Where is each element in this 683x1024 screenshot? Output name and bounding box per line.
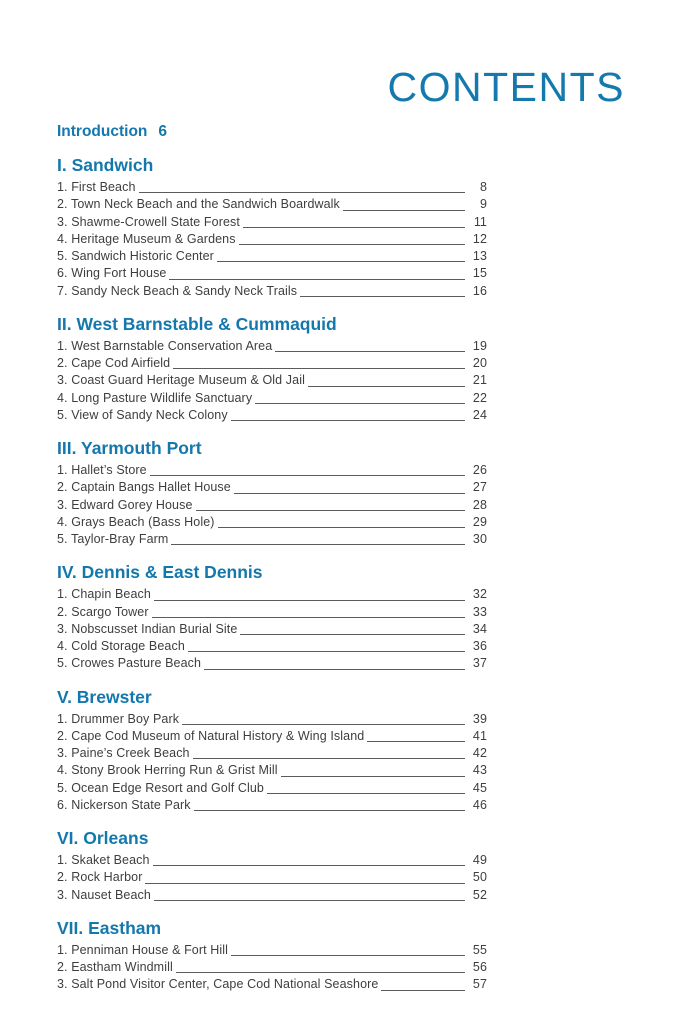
entry-page-number: 22 bbox=[472, 390, 487, 405]
entry-page-number: 19 bbox=[472, 338, 487, 353]
toc-entry bbox=[57, 942, 487, 959]
entry-page-number: 21 bbox=[472, 373, 487, 388]
toc-section bbox=[57, 828, 487, 904]
toc-content bbox=[57, 122, 487, 994]
toc-entry bbox=[57, 179, 487, 196]
entry-label: 3. Edward Gorey House bbox=[57, 497, 193, 512]
leader-line bbox=[243, 227, 465, 228]
entry-page-number: 32 bbox=[472, 587, 487, 602]
entry-label: 3. Shawme-Crowell State Forest bbox=[57, 214, 240, 229]
leader-line bbox=[267, 793, 465, 794]
section-heading: IV. Dennis & East Dennis bbox=[57, 562, 263, 583]
toc-entry bbox=[57, 745, 487, 762]
entry-label: 3. Salt Pond Visitor Center, Cape Cod National Seashore bbox=[57, 977, 379, 992]
entry-page-number: 24 bbox=[472, 407, 487, 422]
toc-section bbox=[57, 687, 487, 815]
section-heading: VII. Eastham bbox=[57, 917, 162, 938]
leader-line bbox=[139, 192, 465, 193]
toc-entry bbox=[57, 655, 487, 672]
entry-label: 2. Cape Cod Airfield bbox=[57, 356, 171, 370]
entry-page-number: 42 bbox=[472, 746, 487, 760]
entry-label: 1. West Barnstable Conservation Area bbox=[57, 338, 273, 353]
toc-entry bbox=[57, 355, 487, 372]
entry-label: 2. Cape Cod Museum of Natural History & Wing Island bbox=[57, 728, 365, 743]
toc-entry bbox=[57, 797, 487, 814]
leader-line bbox=[152, 617, 465, 618]
intro-label: Introduction bbox=[57, 123, 148, 140]
entry-page-number: 57 bbox=[472, 977, 487, 992]
entry-label: 1. Chapin Beach bbox=[57, 587, 151, 602]
toc-entry bbox=[57, 462, 487, 479]
entry-page-number: 16 bbox=[472, 283, 487, 298]
toc-entry bbox=[57, 196, 487, 213]
entry-page-number: 20 bbox=[472, 356, 487, 370]
entry-page-number: 49 bbox=[472, 853, 487, 867]
entry-label: 2. Rock Harbor bbox=[57, 870, 143, 885]
toc-entry bbox=[57, 479, 487, 496]
toc-entry bbox=[57, 887, 487, 904]
entry-page-number: 11 bbox=[473, 214, 487, 229]
entry-label: 2. Captain Bangs Hallet House bbox=[57, 480, 231, 495]
leader-line bbox=[188, 651, 465, 652]
entry-page-number: 15 bbox=[472, 266, 487, 281]
leader-line bbox=[204, 669, 465, 670]
intro-row bbox=[57, 122, 487, 141]
entry-label: 5. Ocean Edge Resort and Golf Club bbox=[57, 780, 264, 795]
toc-entry bbox=[57, 497, 487, 514]
toc-entry bbox=[57, 711, 487, 728]
entry-page-number: 30 bbox=[472, 532, 487, 546]
leader-line bbox=[169, 279, 465, 280]
entry-page-number: 37 bbox=[472, 656, 487, 671]
entry-page-number: 36 bbox=[472, 639, 487, 653]
entry-label: 4. Stony Brook Herring Run & Grist Mill bbox=[57, 763, 278, 778]
entry-page-number: 45 bbox=[472, 780, 487, 795]
entry-label: 1. Hallet’s Store bbox=[57, 463, 147, 477]
toc-entry bbox=[57, 407, 487, 424]
entry-label: 3. Coast Guard Heritage Museum & Old Jail bbox=[57, 373, 305, 388]
leader-line bbox=[173, 368, 465, 369]
leader-line bbox=[193, 758, 465, 759]
section-heading: VI. Orleans bbox=[57, 828, 149, 848]
entry-page-number: 34 bbox=[472, 621, 487, 636]
entry-page-number: 33 bbox=[472, 604, 487, 619]
entry-label: 1. Drummer Boy Park bbox=[57, 711, 180, 726]
toc-section bbox=[57, 918, 487, 994]
entry-page-number: 46 bbox=[472, 797, 487, 812]
leader-line bbox=[281, 776, 465, 777]
entry-label: 2. Eastham Windmill bbox=[57, 960, 173, 974]
toc-entry bbox=[57, 283, 487, 300]
entry-label: 2. Town Neck Beach and the Sandwich Boardwalk bbox=[57, 197, 340, 212]
section-heading: V. Brewster bbox=[57, 686, 152, 707]
toc-entry bbox=[57, 852, 487, 869]
toc-entry bbox=[57, 728, 487, 745]
leader-line bbox=[217, 261, 465, 262]
toc-entry bbox=[57, 762, 487, 779]
entry-page-number: 56 bbox=[472, 960, 487, 974]
entry-page-number: 27 bbox=[472, 480, 487, 495]
entry-page-number: 9 bbox=[479, 197, 487, 212]
toc-entry bbox=[57, 231, 487, 248]
toc-section bbox=[57, 562, 487, 672]
toc-entry bbox=[57, 265, 487, 282]
leader-line bbox=[218, 527, 465, 528]
leader-line bbox=[255, 403, 465, 404]
toc-entry bbox=[57, 586, 487, 603]
toc-entry bbox=[57, 604, 487, 621]
entry-label: 5. View of Sandy Neck Colony bbox=[57, 407, 228, 422]
entry-page-number: 55 bbox=[472, 942, 487, 957]
toc-entry bbox=[57, 638, 487, 655]
section-heading: III. Yarmouth Port bbox=[57, 438, 202, 458]
entry-label: 6. Nickerson State Park bbox=[57, 797, 191, 812]
toc-entry bbox=[57, 531, 487, 548]
entry-label: 3. Nobscusset Indian Burial Site bbox=[57, 621, 238, 636]
intro-page-number: 6 bbox=[158, 123, 168, 140]
leader-line bbox=[145, 883, 465, 884]
leader-line bbox=[308, 386, 465, 387]
entry-page-number: 28 bbox=[472, 497, 487, 512]
entry-label: 1. First Beach bbox=[57, 180, 136, 194]
leader-line bbox=[240, 634, 465, 635]
leader-line bbox=[196, 510, 466, 511]
leader-line bbox=[153, 865, 465, 866]
entry-page-number: 43 bbox=[472, 763, 487, 778]
entry-page-number: 41 bbox=[472, 728, 487, 743]
leader-line bbox=[300, 296, 465, 297]
entry-label: 6. Wing Fort House bbox=[57, 266, 167, 281]
entry-page-number: 13 bbox=[472, 249, 487, 263]
toc-entry bbox=[57, 514, 487, 531]
leader-line bbox=[234, 493, 465, 494]
entry-label: 3. Paine’s Creek Beach bbox=[57, 746, 190, 760]
toc-section bbox=[57, 314, 487, 424]
toc-entry bbox=[57, 338, 487, 355]
entry-page-number: 8 bbox=[479, 180, 487, 194]
leader-line bbox=[239, 244, 465, 245]
page-title: CONTENTS bbox=[387, 64, 625, 110]
leader-line bbox=[367, 741, 465, 742]
leader-line bbox=[171, 544, 465, 545]
toc-section bbox=[57, 155, 487, 300]
toc-entry bbox=[57, 959, 487, 976]
entry-label: 4. Heritage Museum & Gardens bbox=[57, 231, 236, 246]
leader-line bbox=[381, 990, 465, 991]
toc-section bbox=[57, 438, 487, 548]
entry-page-number: 50 bbox=[472, 870, 487, 885]
toc-entry bbox=[57, 390, 487, 407]
entry-page-number: 29 bbox=[472, 514, 487, 529]
leader-line bbox=[182, 724, 465, 725]
entry-page-number: 39 bbox=[472, 711, 487, 726]
entry-page-number: 52 bbox=[472, 887, 487, 902]
toc-entry bbox=[57, 976, 487, 993]
leader-line bbox=[231, 420, 465, 421]
entry-label: 3. Nauset Beach bbox=[57, 887, 151, 902]
entry-page-number: 12 bbox=[472, 231, 487, 246]
entry-label: 1. Penniman House & Fort Hill bbox=[57, 942, 229, 957]
entry-label: 4. Long Pasture Wildlife Sanctuary bbox=[57, 390, 253, 405]
toc-sections bbox=[57, 155, 487, 994]
entry-label: 7. Sandy Neck Beach & Sandy Neck Trails bbox=[57, 283, 298, 298]
entry-label: 2. Scargo Tower bbox=[57, 604, 149, 619]
toc-entry bbox=[57, 869, 487, 886]
entry-label: 1. Skaket Beach bbox=[57, 853, 150, 867]
leader-line bbox=[150, 475, 465, 476]
toc-entry bbox=[57, 372, 487, 389]
section-heading: II. West Barnstable & Cummaquid bbox=[57, 313, 337, 334]
toc-entry bbox=[57, 214, 487, 231]
leader-line bbox=[154, 900, 465, 901]
toc-entry bbox=[57, 780, 487, 797]
entry-label: 4. Grays Beach (Bass Hole) bbox=[57, 514, 215, 529]
leader-line bbox=[231, 955, 465, 956]
leader-line bbox=[343, 210, 465, 211]
entry-label: 5. Taylor-Bray Farm bbox=[57, 532, 169, 546]
leader-line bbox=[154, 600, 465, 601]
leader-line bbox=[275, 351, 465, 352]
entry-page-number: 26 bbox=[472, 463, 487, 477]
entry-label: 5. Sandwich Historic Center bbox=[57, 249, 214, 263]
leader-line bbox=[176, 972, 465, 973]
section-heading: I. Sandwich bbox=[57, 155, 154, 175]
leader-line bbox=[194, 810, 465, 811]
entry-label: 5. Crowes Pasture Beach bbox=[57, 656, 202, 671]
toc-entry bbox=[57, 248, 487, 265]
entry-label: 4. Cold Storage Beach bbox=[57, 639, 185, 653]
toc-entry bbox=[57, 621, 487, 638]
